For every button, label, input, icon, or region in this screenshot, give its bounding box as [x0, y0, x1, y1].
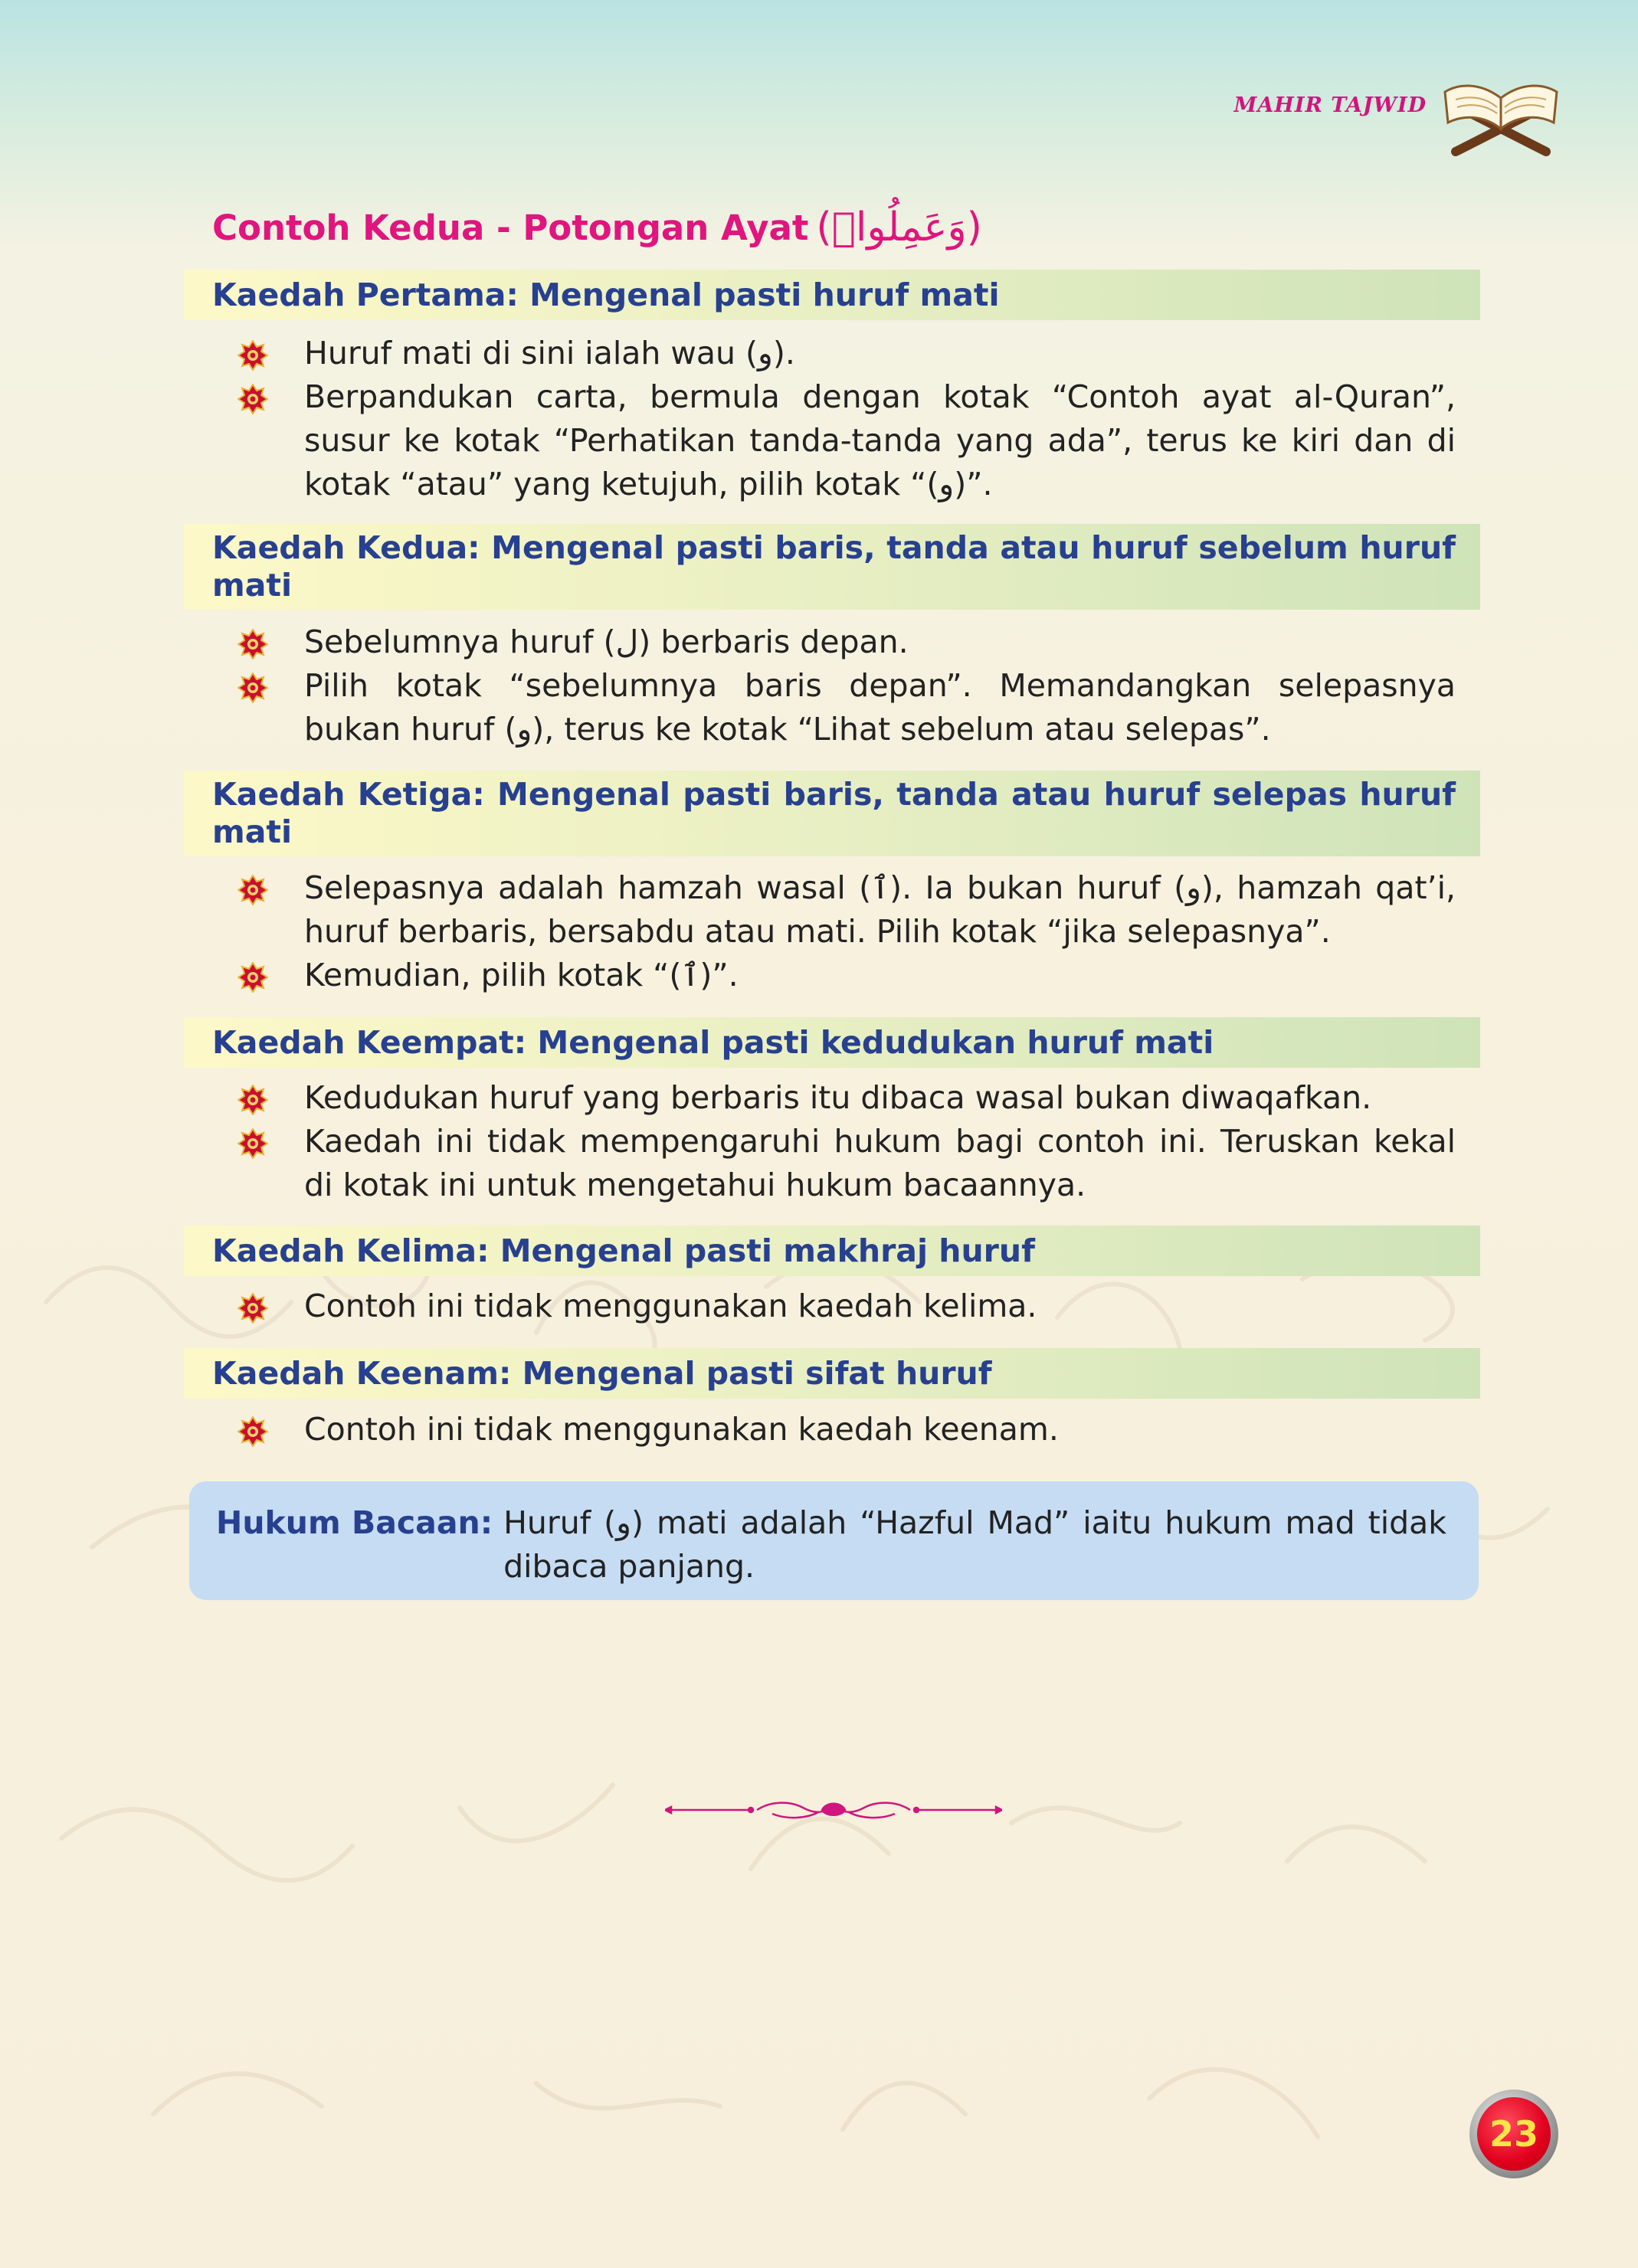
section-heading — [184, 1017, 1480, 1068]
bullet-list — [238, 1285, 1456, 1328]
hukum-bacaan-box — [189, 1481, 1479, 1600]
star-bullet-icon — [238, 1293, 268, 1324]
section-heading — [184, 1348, 1480, 1399]
section-heading — [184, 771, 1480, 856]
page-number-badge — [1469, 2090, 1558, 2178]
list-item: Kaedah ini tidak mempengaruhi hukum bagi contoh ini. Teruskan kekal di kotak ini untuk mengetahui hukum bacaannya. — [238, 1120, 1456, 1207]
section-heading-text: Kaedah Keenam: Mengenal pasti sifat huruf — [212, 1354, 992, 1392]
section-heading-text: Kaedah Kelima: Mengenal pasti makhraj huruf — [212, 1232, 1035, 1269]
bullet-list — [238, 866, 1456, 997]
list-item: Pilih kotak “sebelumnya baris depan”. Memandangkan selepasnya bukan huruf (و), terus ke kotak “Lihat sebelum atau selepas”. — [238, 664, 1456, 751]
section-heading — [184, 270, 1480, 320]
list-item: Selepasnya adalah hamzah wasal (ٱ). Ia bukan huruf (و), hamzah qat’i, huruf berbaris, bersabdu atau mati. Pilih kotak “jika selepasnya”. — [238, 866, 1456, 954]
section-heading-text: Kaedah Ketiga: Mengenal pasti baris, tanda atau huruf selepas huruf mati — [212, 776, 1456, 850]
star-bullet-icon — [238, 340, 268, 371]
section-heading-text: Kaedah Kedua: Mengenal pasti baris, tanda atau huruf sebelum huruf mati — [212, 529, 1456, 604]
page-title — [212, 201, 982, 254]
ornament-divider — [665, 1797, 1002, 1823]
open-quran-icon — [1440, 75, 1561, 159]
list-item: Sebelumnya huruf (ل) berbaris depan. — [238, 620, 1456, 664]
section-heading-text: Kaedah Keempat: Mengenal pasti kedudukan huruf mati — [212, 1023, 1214, 1061]
list-item: Contoh ini tidak menggunakan kaedah keenam. — [238, 1408, 1456, 1451]
section-heading — [184, 1226, 1480, 1276]
list-item: Berpandukan carta, bermula dengan kotak “Contoh ayat al-Quran”, susur ke kotak “Perhatikan tanda-tanda yang ada”, terus ke kiri dan di kotak “atau” yang ketujuh, pilih kotak “(و)”. — [238, 375, 1456, 506]
title-arabic: (وَعَمِلُوا۟) — [816, 205, 982, 250]
star-bullet-icon — [238, 1085, 268, 1115]
list-item: Kedudukan huruf yang berbaris itu dibaca wasal bukan diwaqafkan. — [238, 1076, 1456, 1120]
star-bullet-icon — [238, 875, 268, 905]
hukum-label: Hukum Bacaan: — [216, 1504, 493, 1541]
star-bullet-icon — [238, 384, 268, 414]
list-item: Contoh ini tidak menggunakan kaedah kelima. — [238, 1285, 1456, 1328]
star-bullet-icon — [238, 1128, 268, 1159]
page-number: 23 — [1477, 2097, 1551, 2171]
section-heading-text: Kaedah Pertama: Mengenal pasti huruf mati — [212, 276, 1000, 313]
hukum-text: Huruf (و) mati adalah “Hazful Mad” iaitu hukum mad tidak dibaca panjang. — [503, 1504, 1446, 1585]
star-bullet-icon — [238, 629, 268, 659]
bullet-list — [238, 332, 1456, 506]
star-bullet-icon — [238, 962, 268, 993]
bullet-list — [238, 1408, 1456, 1451]
book-title: MAHIR TAJWID — [1233, 93, 1427, 117]
star-bullet-icon — [238, 673, 268, 703]
list-item: Huruf mati di sini ialah wau (و). — [238, 332, 1456, 375]
title-text: Contoh Kedua - Potongan Ayat — [212, 207, 809, 248]
list-item: Kemudian, pilih kotak “(ٱ)”. — [238, 954, 1456, 997]
bullet-list — [238, 1076, 1456, 1207]
star-bullet-icon — [238, 1416, 268, 1447]
bullet-list — [238, 620, 1456, 751]
section-heading — [184, 524, 1480, 610]
